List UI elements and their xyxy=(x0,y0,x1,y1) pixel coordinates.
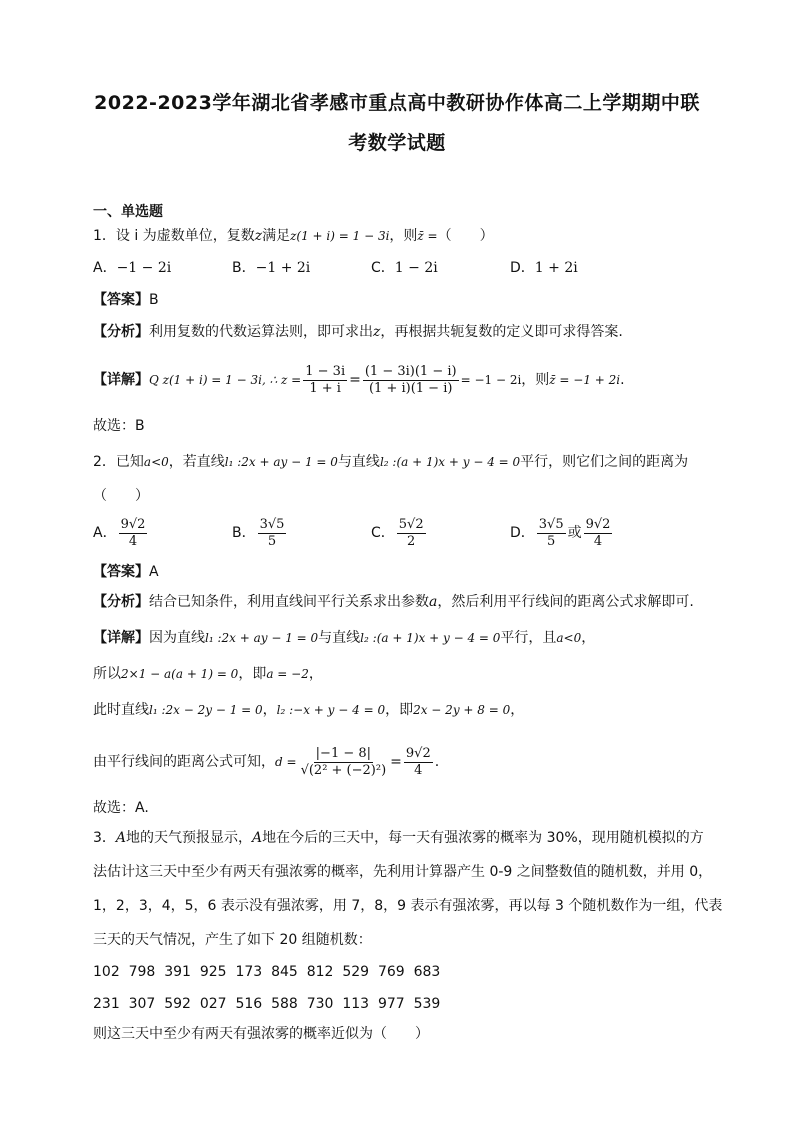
q1-stem-text3: ，则 xyxy=(389,228,418,244)
q1-conclusion: 故选：B xyxy=(93,418,145,434)
q1-fraction-2: $\frac{(1 - 3i)(1 - i)}{(1 + i)(1 - i)}$ xyxy=(364,363,457,396)
q1-answer: 【答案】B xyxy=(93,292,159,308)
q1-paren: （ ） xyxy=(437,228,494,244)
q2-option-a: A． $\frac{9√2}{4}$ xyxy=(93,516,146,549)
q1-analysis: 【分析】利用复数的代数运算法则，即可求出z，再根据共轭复数的定义即可求得答案. xyxy=(93,324,623,340)
q3-line-3: 1，2，3，4，5，6 表示没有强浓雾，用 7，8，9 表示有强浓雾，再以每 3 个随机数作为一组，代表 xyxy=(93,898,723,914)
q3-line-4: 三天的天气情况，产生了如下 20 组随机数： xyxy=(93,932,372,948)
q2-conclusion: 故选：A. xyxy=(93,800,149,816)
q1-option-d: D．1 + 2i xyxy=(510,260,578,276)
q1-detail: 【详解】 Q z(1 + i) = 1 − 3i, ∴ z = $\frac{1 - 3i}{1 + i}$ = $\frac{(1 - 3i)(1 - i)}{(1 + i)(1 - i)}$ = −1 − 2i ，则 z̄ = −1 + 2i . xyxy=(93,363,625,396)
q2-analysis: 【分析】结合已知条件，利用直线间平行关系求出参数a，然后利用平行线间的距离公式求解即可. xyxy=(93,594,694,610)
q1-var: z xyxy=(254,228,263,244)
q3-line-2: 法估计这三天中至少有两天有强浓雾的概率，先利用计算器产生 0-9 之间整数值的随机数，并用 0， xyxy=(93,864,713,880)
q1-option-b: B．−1 + 2i xyxy=(232,260,311,276)
paper-title-line2: 考数学试题 xyxy=(348,132,446,154)
q1-stem-text2: 满足 xyxy=(262,228,291,244)
q2-answer: 【答案】A xyxy=(93,564,159,580)
q1-detail-eq: Q z(1 + i) = 1 − 3i, ∴ z = xyxy=(149,373,302,387)
q2-result-fraction: $\frac{9√2}{4}$ xyxy=(405,745,431,778)
q2-detail-3: 此时直线l₁ :2x − 2y − 1 = 0，l₂ :−x + y − 4 = 0，即2x − 2y + 8 = 0， xyxy=(93,702,525,718)
q1-zbar: z̄ = xyxy=(417,229,438,243)
q2-detail-2: 所以2×1 − a(a + 1) = 0，即a = −2， xyxy=(93,666,323,682)
q3-question: 则这三天中至少有两天有强浓雾的概率近似为（ ） xyxy=(93,1026,429,1042)
q2-stem: 2．已知a<0，若直线l₁ :2x + ay − 1 = 0与直线l₂ :(a + 1)x + y − 4 = 0平行，则它们之间的距离为 xyxy=(93,454,689,470)
q1-fraction-1: $\frac{1 - 3i}{1 + i}$ xyxy=(305,363,346,396)
q2-detail-4: 由平行线间的距离公式可知， d = $\frac{|-1 - 8|}{\text{√(2² + (−2)²)}}$ = $\frac{9√2}{4}$ . xyxy=(93,745,440,778)
q3-line-1: 3．A地的天气预报显示，A地在今后的三天中，每一天有强浓雾的概率为 30%，现用随机模拟的方 xyxy=(93,830,704,846)
q2-distance-fraction: $\frac{|-1 - 8|}{\text{√(2² + (−2)²)}}$ xyxy=(300,745,387,778)
q3-random-row-1: 102 798 391 925 173 845 812 529 769 683 xyxy=(93,964,441,980)
q1-stem-text: 1．设 i 为虚数单位，复数 xyxy=(93,228,255,244)
q1-equation: z(1 + i) = 1 − 3i xyxy=(290,229,390,243)
section-heading: 一、单选题 xyxy=(93,204,163,220)
q1-stem xyxy=(93,226,494,246)
q2-detail-1: 【详解】因为直线l₁ :2x + ay − 1 = 0与直线l₂ :(a + 1)x + y − 4 = 0平行，且a<0， xyxy=(93,630,596,646)
q2-option-b: B． $\frac{3√5}{5}$ xyxy=(232,516,285,549)
q3-random-row-2: 231 307 592 027 516 588 730 113 977 539 xyxy=(93,996,441,1012)
q2-option-c: C． $\frac{5√2}{2}$ xyxy=(371,516,424,549)
q2-paren: （ ） xyxy=(93,488,149,504)
q1-option-a: A．−1 − 2i xyxy=(93,260,172,276)
paper-title-line1: 2022-2023学年湖北省孝感市重点高中教研协作体高二上学期期中联 xyxy=(94,92,700,114)
q2-option-d: D． $\frac{3√5}{5}$ 或 $\frac{9√2}{4}$ xyxy=(510,516,611,549)
q1-option-c: C．1 − 2i xyxy=(371,260,438,276)
